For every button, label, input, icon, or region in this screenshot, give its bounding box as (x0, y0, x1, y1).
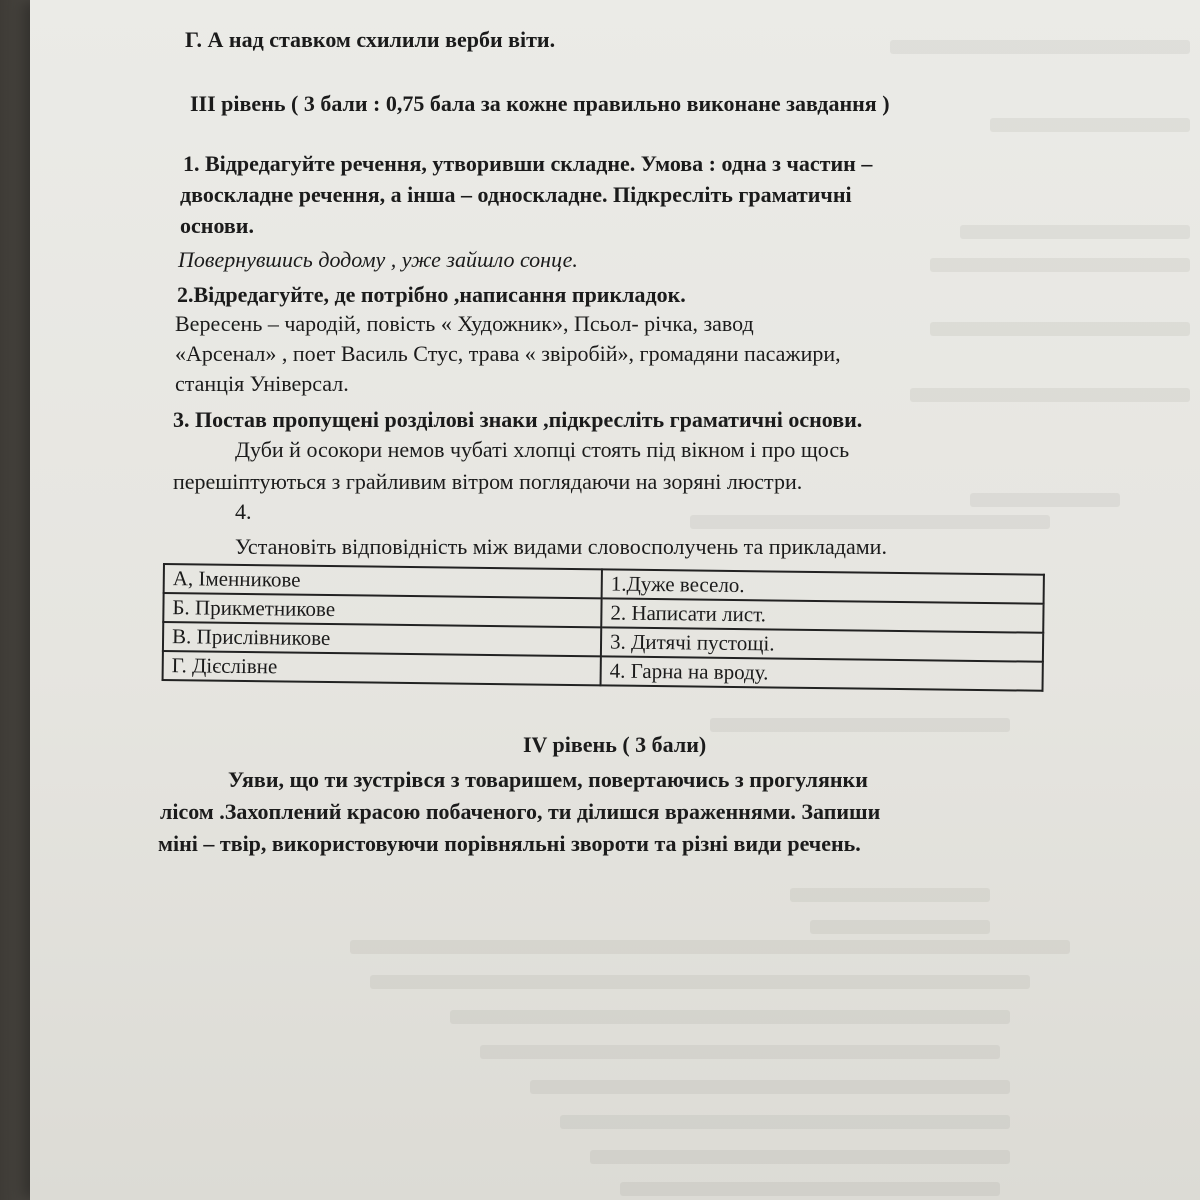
level-3-heading: ІІІ рівень ( 3 бали : 0,75 бала за кожне правильно виконане завдання ) (190, 91, 890, 116)
table-cell-example: 3. Дитячі пустощі. (601, 627, 1043, 661)
task-2-line-3: станція Універсал. (175, 371, 349, 396)
table-cell-type: Б. Прикметникове (163, 593, 601, 627)
task-3-heading: 3. Постав пропущені розділові знаки ,підкресліть граматичні основи. (173, 407, 863, 432)
matching-table (162, 563, 1045, 692)
table-cell-example: 4. Гарна на вроду. (601, 656, 1043, 690)
table-cell-type: Г. Дієслівне (163, 651, 601, 685)
task-3-line-2: перешіптуються з грайливим вітром поглядаючи на зоряні люстри. (173, 469, 803, 494)
task-1-sentence: Повернувшись додому , уже зайшло сонце. (178, 247, 578, 272)
table-cell-example: 2. Написати лист. (601, 598, 1043, 632)
task-3-line-1: Дуби й осокори немов чубаті хлопці стоять під вікном і про щось (235, 437, 850, 462)
task-2-heading: 2.Відредагуйте, де потрібно ,написання прикладок. (177, 282, 686, 307)
task-1-line-2: двоскладне речення, а інша – односкладне. Підкресліть граматичні (180, 182, 852, 207)
level-4-line-2: лісом .Захоплений красою побаченого, ти ділишся враженнями. Запиши (160, 799, 881, 824)
exam-sheet (30, 0, 1200, 1200)
level-4-heading: IV рівень ( 3 бали) (523, 732, 707, 757)
task-1-line-3: основи. (180, 213, 254, 238)
task-2-line-2: «Арсенал» , поет Василь Стус, трава « звіробій», громадяни пасажири, (175, 341, 841, 366)
task-1-line-1: 1. Відредагуйте речення, утворивши складне. Умова : одна з частин – (183, 151, 873, 176)
task-2-line-1: Вересень – чародій, повість « Художник», Псьол- річка, завод (175, 311, 754, 336)
table-cell-example: 1.Дуже весело. (602, 569, 1044, 603)
sheet-content (30, 0, 1200, 1200)
task-4-heading: Установіть відповідність між видами словосполучень та прикладами. (235, 534, 887, 559)
table-cell-type: А, Іменникове (164, 564, 602, 598)
level-4-line-3: міні – твір, використовуючи порівняльні звороти та різні види речень. (158, 831, 861, 856)
level-4-line-1: Уяви, що ти зустрівся з товаришем, повертаючись з прогулянки (228, 767, 868, 792)
table-cell-type: В. Прислівникове (163, 622, 601, 656)
task-g-line: Г. А над ставком схилили верби віти. (185, 27, 556, 52)
task-4-number: 4. (235, 499, 252, 524)
